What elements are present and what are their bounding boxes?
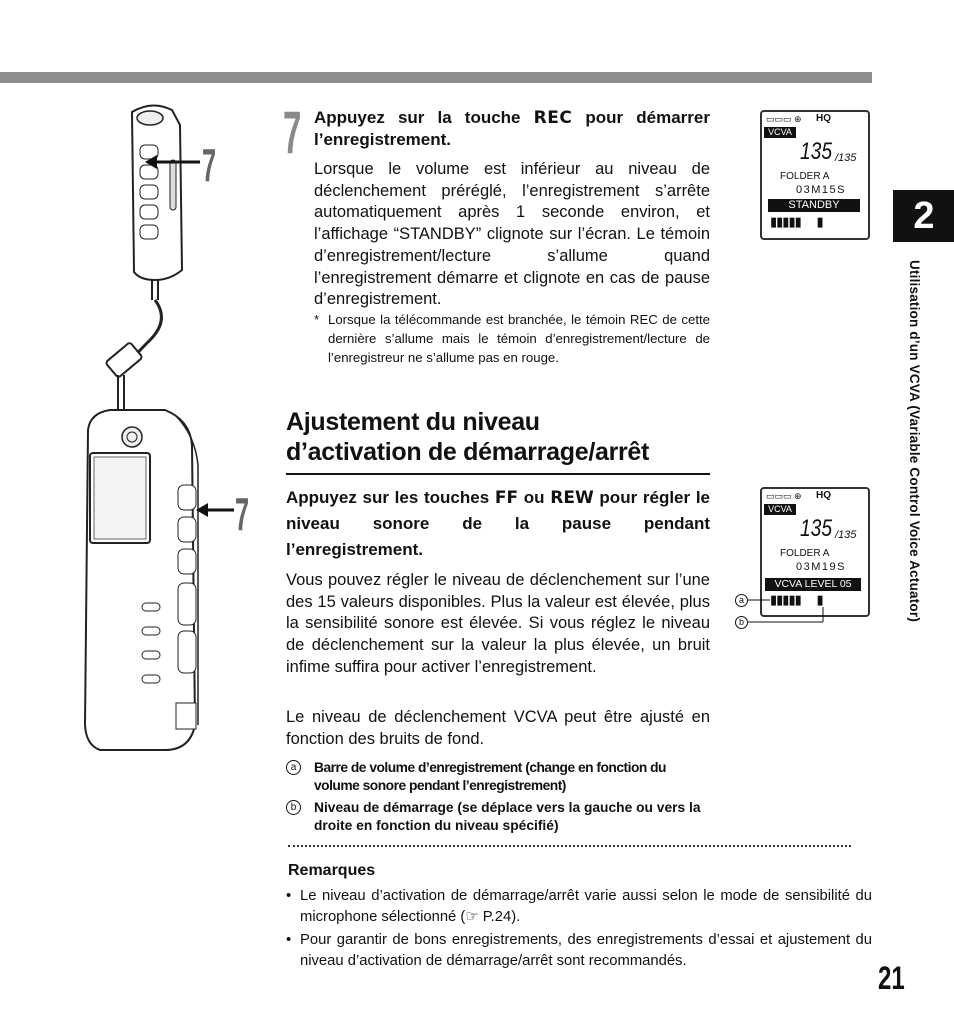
page-number: 21 bbox=[878, 960, 905, 996]
legend-item: b Niveau de démarrage (se déplace vers la gauche ou vers la droite en fonction du niveau spécifié) bbox=[286, 799, 710, 835]
step-number: 7 bbox=[283, 99, 302, 166]
remark-item: • Le niveau d’activation de démarrage/arrêt varie aussi selon le mode de sensibilité du microphone sélectionné (☞ P.24). bbox=[286, 888, 872, 925]
top-rule bbox=[0, 72, 872, 83]
remarks-title: Remarques bbox=[288, 862, 376, 879]
marker-a: a bbox=[735, 594, 748, 607]
section-subheading: Appuyez sur les touches FF ou REW pour régler le niveau sonore de la pause pendant l’enregistrement. bbox=[286, 488, 710, 559]
section-title: Ajustement du niveau d’activation de démarrage/arrêt bbox=[286, 407, 710, 475]
step-heading: Appuyez sur la touche REC pour démarrer l’enregistrement. bbox=[314, 108, 710, 149]
remarks-list bbox=[286, 886, 872, 974]
chapter-tab: 2 bbox=[893, 190, 954, 242]
legend-item: a Barre de volume d’enregistrement (change en fonction du volume sonore pendant l’enregistrement) bbox=[286, 759, 710, 795]
section-body-1: Vous pouvez régler le niveau de déclenchement sur l’une des 15 valeurs disponibles. Plus la valeur est élevée, plus la sensibilité sonore est élevée. Si vous réglez le niveau de déclenchement sur la valeur la plus élevée, un bruit infime suffira pour activer l’enregistrement. bbox=[286, 571, 710, 676]
step-body: Lorsque le volume est inférieur au niveau de déclenchement préréglé, l’enregistrement s’arrête automatiquement après 1 seconde environ, et l’affichage “STANDBY” clignote sur l’écran. Le témoin d’enregistrement/lecture s’allume quand l’enregistrement démarre et clignote en cas de pause d’enregistrement. bbox=[314, 160, 710, 309]
step-label-remote: 7 bbox=[202, 139, 217, 191]
arrow-icon bbox=[196, 503, 234, 517]
step-note: * Lorsque la télécommande est branchée, le témoin REC de cette dernière s’allume mais le témoin d’enregistrement/lecture de l’enregistreur ne s’allume pas en rouge. bbox=[314, 312, 710, 365]
legend bbox=[286, 759, 710, 839]
step-label-recorder: 7 bbox=[235, 488, 250, 540]
section-body-2: Le niveau de déclenchement VCVA peut être ajusté en fonction des bruits de fond. bbox=[286, 708, 710, 748]
lcd-display-vcva-level: ▭▭▭ ⊕ HQ VCVA 135 /135 FOLDER A 03M19S VCVA LEVEL 05 ▮▮▮▮▮ ▮ a b bbox=[735, 485, 885, 625]
side-title: Utilisation d’un VCVA (Variable Control Voice Actuator) bbox=[907, 260, 922, 623]
recorder-illustration bbox=[80, 405, 205, 755]
dotted-divider bbox=[288, 845, 851, 847]
lcd-display-standby: ▭▭▭ ⊕ HQ VCVA 135 /135 FOLDER A 03M15S STANDBY ▮▮▮▮▮ ▮ bbox=[740, 105, 880, 245]
arrow-icon bbox=[145, 155, 200, 169]
marker-b: b bbox=[735, 616, 748, 629]
remark-item: • Pour garantir de bons enregistrements, des enregistrements d’essai et ajustement du niveau d’activation de démarrage/arrêt sont recommandés. bbox=[286, 932, 872, 969]
